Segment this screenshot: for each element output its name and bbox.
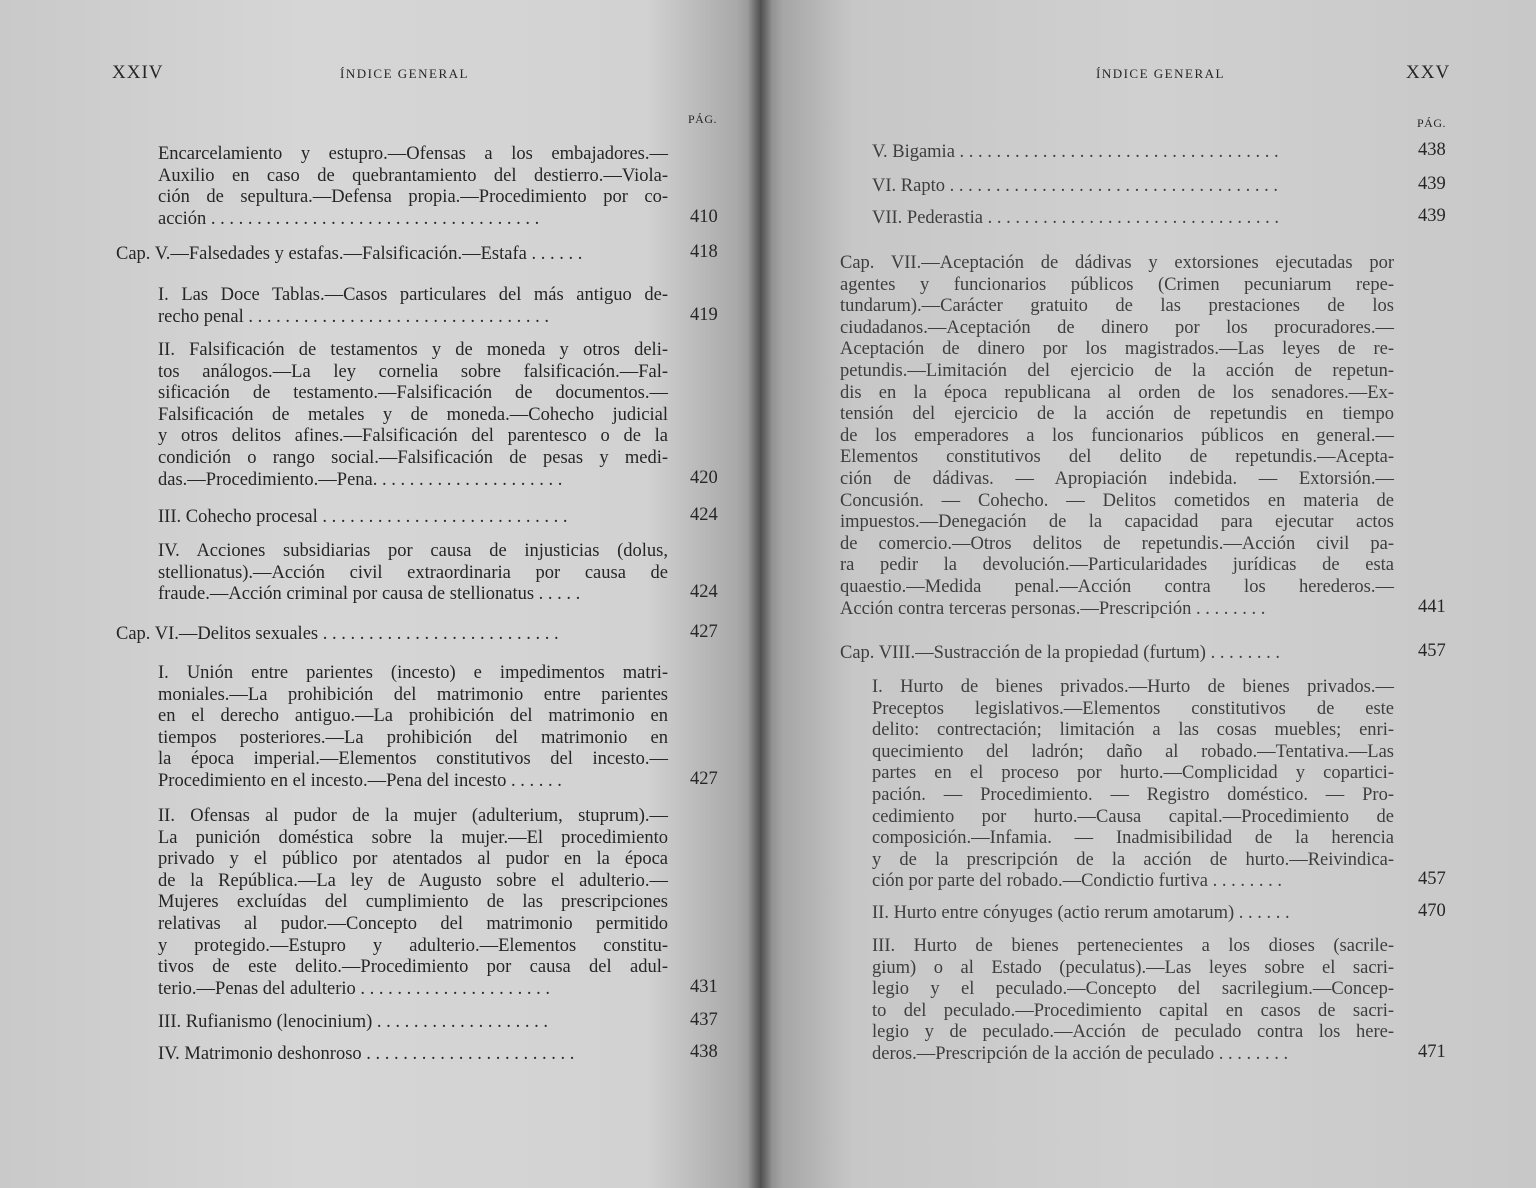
toc-entry-line: ciudadanos.—Aceptación de dinero por los procuradores.— bbox=[840, 317, 1394, 338]
toc-entry bbox=[158, 541, 668, 606]
toc-entry-line: Cap. VIII.—Sustracción de la propiedad (furtum) . . . . . . . . bbox=[840, 643, 1280, 663]
toc-page-number: 424 bbox=[690, 505, 718, 525]
toc-entry-line: Falsificación de metales y de moneda.—Cohecho judicial bbox=[158, 404, 668, 425]
toc-entry-line: recho penal . . . . . . . . . . . . . . . . . . . . . . . . . . . . . . . . . bbox=[158, 306, 550, 327]
toc-entry-line: Procedimiento en el incesto.—Pena del incesto . . . . . . bbox=[158, 770, 562, 791]
toc-page-number: 437 bbox=[690, 1010, 718, 1030]
toc-page-number: 419 bbox=[690, 304, 718, 325]
toc-entry-line: ción de sepultura.—Defensa propia.—Procedimiento por co- bbox=[158, 187, 668, 208]
toc-page-number: 441 bbox=[1418, 596, 1446, 617]
toc-entry-line: Preceptos legislativos.—Elementos constitutivos de este bbox=[872, 698, 1394, 719]
toc-page-number: 438 bbox=[690, 1042, 718, 1062]
toc-entry bbox=[872, 677, 1394, 893]
toc-entry-line: IV. Matrimonio deshonroso . . . . . . . . . . . . . . . . . . . . . . . bbox=[158, 1044, 575, 1064]
toc-entry bbox=[872, 936, 1394, 1066]
book-gutter bbox=[748, 0, 772, 1188]
toc-entry-line: Aceptación de dinero por los magistrados.—Las leyes de re- bbox=[840, 339, 1394, 360]
toc-entry-line: acción . . . . . . . . . . . . . . . . . . . . . . . . . . . . . . . . . . . . bbox=[158, 208, 540, 229]
toc-entry bbox=[158, 1044, 668, 1066]
toc-entry-line: agentes y funcionarios públicos (Crimen pecuniarum repe- bbox=[840, 274, 1394, 295]
toc-entry-line: pación. — Procedimiento. — Registro doméstico. — Pro- bbox=[872, 784, 1394, 805]
toc-entry-line: La punición doméstica sobre la mujer.—El procedimiento bbox=[158, 827, 668, 848]
pag-label-right: PÁG. bbox=[1417, 116, 1447, 130]
toc-entry bbox=[116, 624, 668, 646]
toc-entry-line: relativas al pudor.—Concepto del matrimonio permitido bbox=[158, 913, 668, 934]
toc-page-number: 438 bbox=[1418, 140, 1446, 160]
toc-entry-line: III. Rufianismo (lenocinium) . . . . . . . . . . . . . . . . . . . bbox=[158, 1012, 548, 1032]
toc-page-number: 439 bbox=[1418, 206, 1446, 226]
toc-entry-line: VI. Rapto . . . . . . . . . . . . . . . . . . . . . . . . . . . . . . . . . . . . bbox=[872, 176, 1278, 196]
toc-page-number: 431 bbox=[690, 976, 718, 997]
toc-entry bbox=[158, 806, 668, 1000]
toc-entry-line: Acción contra terceras personas.—Prescripción . . . . . . . . bbox=[840, 598, 1266, 619]
toc-entry bbox=[872, 208, 1394, 230]
toc-entry-line: tiempos posteriores.—La prohibición del matrimonio en bbox=[158, 727, 668, 748]
toc-entry-line: tundarum).—Carácter gratuito de las prestaciones de los bbox=[840, 296, 1394, 317]
toc-entry-line: II. Hurto entre cónyuges (actio rerum amotarum) . . . . . . bbox=[872, 903, 1290, 923]
toc-entry-line: Cap. VII.—Aceptación de dádivas y extorsiones ejecutadas por bbox=[840, 253, 1394, 273]
toc-page-number: 457 bbox=[1418, 869, 1446, 890]
toc-entry-line: Cap. VI.—Delitos sexuales . . . . . . . . . . . . . . . . . . . . . . . . . . bbox=[116, 624, 559, 644]
toc-entry-line: la época imperial.—Elementos constitutivos del incesto.— bbox=[158, 749, 668, 770]
toc-entry-line: fraude.—Acción criminal por causa de stellionatus . . . . . bbox=[158, 584, 581, 605]
toc-page-number: 410 bbox=[690, 206, 718, 227]
toc-page-number: 424 bbox=[690, 582, 718, 603]
toc-entry-line: legio y el peculado.—Concepto del sacrilegium.—Concep- bbox=[872, 979, 1394, 1000]
toc-entry-line: ción por parte del robado.—Condictio furtiva . . . . . . . . bbox=[872, 871, 1282, 892]
folio-left: XXIV bbox=[112, 62, 164, 83]
running-head-right: ÍNDICE GENERAL bbox=[1096, 66, 1225, 81]
toc-entry-line: tos análogos.—La ley cornelia sobre falsificación.—Fal- bbox=[158, 361, 668, 382]
toc-entry-line: I. Hurto de bienes privados.—Hurto de bienes privados.— bbox=[872, 677, 1394, 697]
toc-entry-line: Mujeres excluídas del cumplimiento de las prescripciones bbox=[158, 892, 668, 913]
toc-entry bbox=[158, 663, 668, 793]
toc-page-number: 418 bbox=[690, 242, 718, 262]
toc-entry-line: legio y de peculado.—Acción de peculado contra los here- bbox=[872, 1022, 1394, 1043]
toc-entry-line: y de la prescripción de la acción de hurto.—Reivindica- bbox=[872, 849, 1394, 870]
toc-entry bbox=[872, 176, 1394, 198]
toc-entry-line: moniales.—La prohibición del matrimonio entre parientes bbox=[158, 684, 668, 705]
toc-entry-line: dis en la época republicana al orden de los senadores.—Ex- bbox=[840, 382, 1394, 403]
toc-entry-line: I. Las Doce Tablas.—Casos particulares del más antiguo de- bbox=[158, 285, 668, 305]
toc-entry-line: deros.—Prescripción de la acción de peculado . . . . . . . . bbox=[872, 1043, 1289, 1064]
toc-entry-line: gium) o al Estado (peculatus).—Las leyes sobre el sacri- bbox=[872, 957, 1394, 978]
toc-entry-line: petundis.—Limitación del ejercicio de la acción de repetun- bbox=[840, 360, 1394, 381]
toc-page-number: 471 bbox=[1418, 1042, 1446, 1062]
toc-entry-line: II. Falsificación de testamentos y de moneda y otros deli- bbox=[158, 340, 668, 360]
toc-entry-line: das.—Procedimiento.—Pena. . . . . . . . . . . . . . . . . . . . . bbox=[158, 469, 563, 490]
toc-entry-line: ra pedir la devolución.—Particularidades jurídicas de esta bbox=[840, 555, 1394, 576]
toc-entry-line: tivos de este delito.—Procedimiento por causa del adul- bbox=[158, 957, 668, 978]
toc-entry-line: condición o rango social.—Falsificación de pesas y medi- bbox=[158, 447, 668, 468]
toc-entry-line: III. Hurto de bienes pertenecientes a los dioses (sacrile- bbox=[872, 936, 1394, 956]
toc-entry bbox=[158, 1012, 668, 1034]
toc-entry bbox=[158, 144, 668, 230]
toc-entry-line: quaestio.—Medida penal.—Acción contra los herederos.— bbox=[840, 576, 1394, 597]
toc-entry-line: delito: contrectación; limitación a las cosas muebles; enri- bbox=[872, 720, 1394, 741]
toc-entry-line: impuestos.—Denegación de la capacidad para ejecutar actos bbox=[840, 512, 1394, 533]
toc-entry-line: de comercio.—Otros delitos de repetundis.—Acción civil pa- bbox=[840, 533, 1394, 554]
toc-entry bbox=[840, 253, 1394, 620]
toc-page-number: 427 bbox=[690, 769, 718, 789]
toc-entry-line: y protegido.—Estupro y adulterio.—Elementos constitu- bbox=[158, 935, 668, 956]
toc-entry-line: I. Unión entre parientes (incesto) e impedimentos matri- bbox=[158, 663, 668, 683]
toc-entry bbox=[158, 507, 668, 529]
running-head-left: ÍNDICE GENERAL bbox=[340, 66, 469, 81]
toc-entry-line: Elementos constitutivos del delito de repetundis.—Acepta- bbox=[840, 447, 1394, 468]
toc-entry-line: IV. Acciones subsidiarias por causa de injusticias (dolus, bbox=[158, 541, 668, 561]
toc-entry-line: Encarcelamiento y estupro.—Ofensas a los embajadores.— bbox=[158, 144, 668, 164]
toc-entry-line: privado y el público por atentados al pudor en la época bbox=[158, 849, 668, 870]
toc-entry-line: to del peculado.—Procedimiento capital en casos de sacri- bbox=[872, 1000, 1394, 1021]
toc-entry bbox=[158, 285, 668, 328]
toc-entry-line: terio.—Penas del adulterio . . . . . . . . . . . . . . . . . . . . . bbox=[158, 978, 551, 999]
toc-entry-line: composición.—Infamia. — Inadmisibilidad de la herencia bbox=[872, 828, 1394, 849]
toc-entry-line: partes en el proceso por hurto.—Complicidad y copartici- bbox=[872, 763, 1394, 784]
toc-entry-line: en el derecho antiguo.—La prohibición del matrimonio en bbox=[158, 706, 668, 727]
left-page bbox=[0, 0, 760, 1188]
toc-entry-line: sificación de testamento.—Falsificación de documentos.— bbox=[158, 383, 668, 404]
toc-page-number: 470 bbox=[1418, 901, 1446, 921]
toc-entry-line: cedimiento por hurto.—Causa capital.—Procedimiento de bbox=[872, 806, 1394, 827]
toc-entry-line: II. Ofensas al pudor de la mujer (adulterium, stuprum).— bbox=[158, 806, 668, 826]
pag-label-left: PÁG. bbox=[688, 112, 718, 126]
toc-entry bbox=[872, 903, 1394, 925]
folio-right: XXV bbox=[1406, 62, 1451, 83]
toc-entry bbox=[872, 142, 1394, 164]
toc-page-number: 439 bbox=[1418, 174, 1446, 194]
toc-entry-line: Concusión. — Cohecho. — Delitos cometidos en materia de bbox=[840, 490, 1394, 511]
right-page bbox=[760, 0, 1536, 1188]
toc-page-number: 427 bbox=[690, 622, 718, 642]
toc-entry bbox=[158, 340, 668, 491]
toc-entry-line: de los emperadores a los funcionarios públicos en general.— bbox=[840, 425, 1394, 446]
toc-entry bbox=[840, 643, 1394, 665]
toc-entry-line: V. Bigamia . . . . . . . . . . . . . . . . . . . . . . . . . . . . . . . . . . . bbox=[872, 142, 1279, 162]
toc-entry-line: tensión del ejercicio de la acción de repetundis en tiempo bbox=[840, 404, 1394, 425]
toc-entry-line: Auxilio en caso de quebrantamiento del destierro.—Viola- bbox=[158, 165, 668, 186]
toc-entry-line: ción de dádivas. — Apropiación indebida. — Extorsión.— bbox=[840, 468, 1394, 489]
toc-entry-line: quecimiento del ladrón; daño al robado.—Tentativa.—Las bbox=[872, 741, 1394, 762]
toc-entry-line: Cap. V.—Falsedades y estafas.—Falsificación.—Estafa . . . . . . bbox=[116, 244, 583, 264]
toc-entry bbox=[116, 244, 668, 266]
toc-entry-line: VII. Pederastia . . . . . . . . . . . . . . . . . . . . . . . . . . . . . . . . bbox=[872, 208, 1279, 228]
toc-page-number: 420 bbox=[690, 467, 718, 488]
toc-entry-line: de la República.—La ley de Augusto sobre el adulterio.— bbox=[158, 870, 668, 891]
toc-entry-line: y otros delitos afines.—Falsificación del parentesco o de la bbox=[158, 426, 668, 447]
toc-page-number: 457 bbox=[1418, 641, 1446, 661]
toc-entry-line: III. Cohecho procesal . . . . . . . . . . . . . . . . . . . . . . . . . . . bbox=[158, 507, 568, 527]
toc-entry-line: stellionatus).—Acción civil extraordinaria por causa de bbox=[158, 562, 668, 583]
